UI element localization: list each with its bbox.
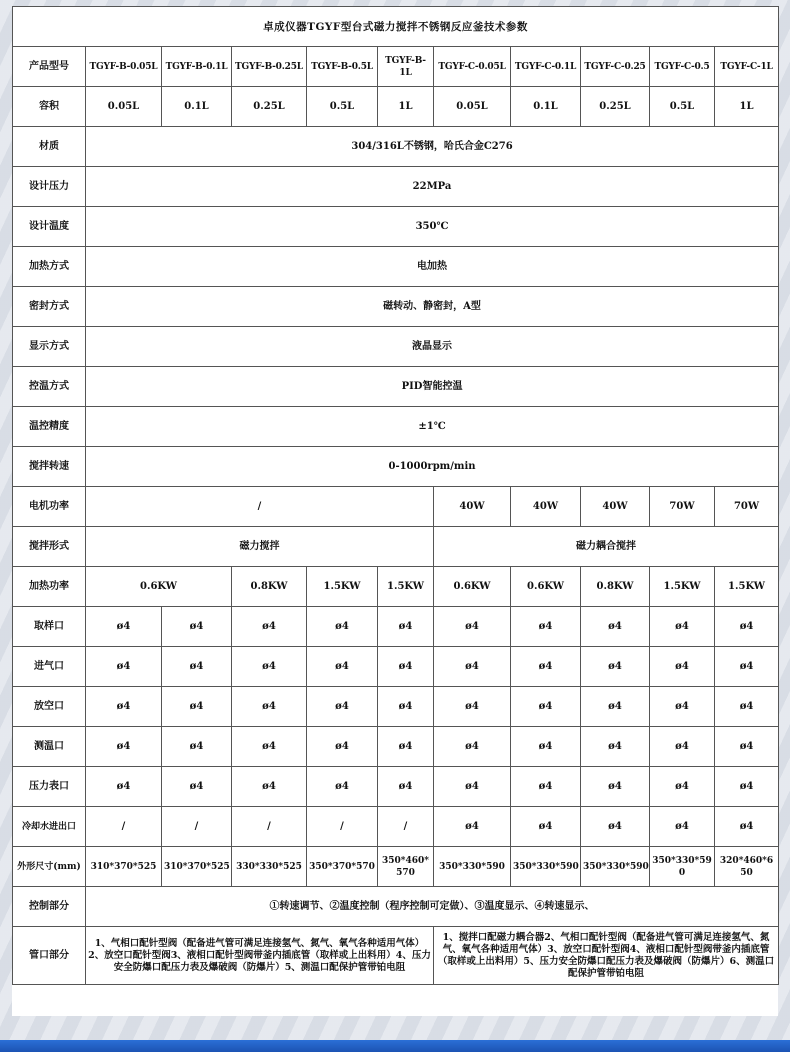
port-cell: /: [162, 807, 232, 847]
port-cell: ø4: [162, 727, 232, 767]
display-row: [13, 327, 779, 367]
table-title: 卓成仪器TGYF型台式磁力搅拌不锈钢反应釜技术参数: [13, 7, 779, 47]
motor-cell: 40W: [434, 487, 511, 527]
row-label: 测温口: [13, 727, 86, 767]
port-cell: ø4: [86, 607, 162, 647]
row-label: 控温方式: [13, 367, 86, 407]
port-cell: ø4: [162, 687, 232, 727]
motor-cell: 70W: [650, 487, 715, 527]
port-cell: ø4: [307, 727, 378, 767]
accuracy-value: ±1℃: [86, 407, 779, 447]
dimension-cell: 330*330*525: [232, 847, 307, 887]
sealing-row: [13, 287, 779, 327]
port-cell: ø4: [650, 767, 715, 807]
row-label: 容积: [13, 87, 86, 127]
port-cell: ø4: [715, 647, 779, 687]
row-label: 材质: [13, 127, 86, 167]
port-cell: ø4: [650, 727, 715, 767]
model-row: [13, 47, 779, 87]
port-cell: ø4: [86, 727, 162, 767]
dimension-cell: 350*330*590: [650, 847, 715, 887]
heat-power-cell: 0.6KW: [511, 567, 581, 607]
temp-port-row: [13, 727, 779, 767]
pipes-c-value: 1、搅拌口配磁力耦合器2、气相口配针型阀（配备进气管可满足连接氢气、氮气、氧气各种适用气体）3、放空口配针型阀4、液相口配针型阀带釜内插底管（取样或上出料用）5、压力安全防爆口配压力表及爆破阀（防爆片）6、测温口配保护管带铂电阻: [434, 927, 779, 985]
row-label: 管口部分: [13, 927, 86, 985]
stirring-c-value: 磁力耦合搅拌: [434, 527, 779, 567]
sealing-value: 磁转动、静密封，A型: [86, 287, 779, 327]
volume-row: [13, 87, 779, 127]
port-cell: ø4: [650, 807, 715, 847]
volume-cell: 0.1L: [162, 87, 232, 127]
port-cell: ø4: [715, 607, 779, 647]
model-cell: TGYF-B-1L: [378, 47, 434, 87]
port-cell: /: [307, 807, 378, 847]
port-cell: ø4: [511, 687, 581, 727]
dimension-cell: 350*330*590: [511, 847, 581, 887]
row-label: 外形尺寸(mm): [13, 847, 86, 887]
model-cell: TGYF-B-0.1L: [162, 47, 232, 87]
port-cell: ø4: [715, 687, 779, 727]
row-label: 放空口: [13, 687, 86, 727]
dimension-cell: 310*370*525: [162, 847, 232, 887]
temp-control-value: PID智能控温: [86, 367, 779, 407]
row-label: 加热方式: [13, 247, 86, 287]
volume-cell: 0.25L: [232, 87, 307, 127]
port-cell: ø4: [86, 767, 162, 807]
volume-cell: 0.1L: [511, 87, 581, 127]
row-label: 设计温度: [13, 207, 86, 247]
volume-cell: 0.05L: [434, 87, 511, 127]
spec-sheet: [12, 6, 778, 1016]
port-cell: ø4: [307, 767, 378, 807]
dimension-cell: 350*330*590: [581, 847, 650, 887]
volume-cell: 1L: [378, 87, 434, 127]
volume-cell: 0.5L: [307, 87, 378, 127]
control-row: [13, 887, 779, 927]
row-label: 显示方式: [13, 327, 86, 367]
volume-cell: 0.5L: [650, 87, 715, 127]
port-cell: ø4: [434, 767, 511, 807]
dimension-cell: 350*370*570: [307, 847, 378, 887]
model-cell: TGYF-C-0.1L: [511, 47, 581, 87]
heat-power-row: [13, 567, 779, 607]
row-label: 设计压力: [13, 167, 86, 207]
heating-value: 电加热: [86, 247, 779, 287]
heat-power-cell: 1.5KW: [307, 567, 378, 607]
port-cell: ø4: [650, 647, 715, 687]
port-cell: ø4: [715, 807, 779, 847]
gauge-port-row: [13, 767, 779, 807]
port-cell: ø4: [715, 727, 779, 767]
row-label: 电机功率: [13, 487, 86, 527]
port-cell: ø4: [162, 607, 232, 647]
bottom-bar: [0, 1040, 790, 1052]
port-cell: ø4: [232, 767, 307, 807]
temperature-value: 350℃: [86, 207, 779, 247]
port-cell: ø4: [511, 607, 581, 647]
row-label: 搅拌转速: [13, 447, 86, 487]
volume-cell: 1L: [715, 87, 779, 127]
inlet-row: [13, 647, 779, 687]
port-cell: ø4: [434, 727, 511, 767]
volume-cell: 0.25L: [581, 87, 650, 127]
volume-cell: 0.05L: [86, 87, 162, 127]
heat-power-cell: 0.6KW: [86, 567, 232, 607]
dimension-cell: 350*330*590: [434, 847, 511, 887]
heat-power-cell: 1.5KW: [378, 567, 434, 607]
speed-value: 0-1000rpm/min: [86, 447, 779, 487]
port-cell: ø4: [232, 607, 307, 647]
port-cell: ø4: [511, 727, 581, 767]
port-cell: ø4: [581, 807, 650, 847]
material-row: [13, 127, 779, 167]
port-cell: ø4: [715, 767, 779, 807]
port-cell: ø4: [434, 647, 511, 687]
model-cell: TGYF-B-0.25L: [232, 47, 307, 87]
motor-cell: 40W: [581, 487, 650, 527]
sampling-row: [13, 607, 779, 647]
title-row: [13, 7, 779, 47]
pipes-row: [13, 927, 779, 985]
model-cell: TGYF-B-0.5L: [307, 47, 378, 87]
model-cell: TGYF-C-0.5: [650, 47, 715, 87]
port-cell: ø4: [162, 647, 232, 687]
stirring-row: [13, 527, 779, 567]
heat-power-cell: 1.5KW: [715, 567, 779, 607]
dimension-cell: 320*460*650: [715, 847, 779, 887]
row-label: 压力表口: [13, 767, 86, 807]
port-cell: ø4: [232, 727, 307, 767]
port-cell: ø4: [434, 687, 511, 727]
port-cell: ø4: [307, 647, 378, 687]
row-label: 冷却水进出口: [13, 807, 86, 847]
accuracy-row: [13, 407, 779, 447]
port-cell: ø4: [511, 807, 581, 847]
port-cell: ø4: [307, 607, 378, 647]
row-label: 进气口: [13, 647, 86, 687]
port-cell: ø4: [581, 727, 650, 767]
model-cell: TGYF-C-0.25: [581, 47, 650, 87]
row-label: 控制部分: [13, 887, 86, 927]
pressure-row: [13, 167, 779, 207]
port-cell: /: [378, 807, 434, 847]
speed-row: [13, 447, 779, 487]
port-cell: ø4: [378, 767, 434, 807]
pressure-value: 22MPa: [86, 167, 779, 207]
heat-power-cell: 0.6KW: [434, 567, 511, 607]
motor-cell: 40W: [511, 487, 581, 527]
port-cell: ø4: [434, 607, 511, 647]
row-label: 产品型号: [13, 47, 86, 87]
port-cell: /: [86, 807, 162, 847]
port-cell: ø4: [650, 687, 715, 727]
port-cell: ø4: [581, 647, 650, 687]
port-cell: ø4: [650, 607, 715, 647]
temperature-row: [13, 207, 779, 247]
dimension-cell: 310*370*525: [86, 847, 162, 887]
port-cell: ø4: [434, 807, 511, 847]
port-cell: ø4: [162, 767, 232, 807]
port-cell: ø4: [378, 687, 434, 727]
row-label: 取样口: [13, 607, 86, 647]
model-cell: TGYF-C-1L: [715, 47, 779, 87]
heat-power-cell: 1.5KW: [650, 567, 715, 607]
port-cell: /: [232, 807, 307, 847]
port-cell: ø4: [86, 647, 162, 687]
vent-row: [13, 687, 779, 727]
heat-power-cell: 0.8KW: [581, 567, 650, 607]
port-cell: ø4: [378, 607, 434, 647]
port-cell: ø4: [378, 727, 434, 767]
motor-cell: 70W: [715, 487, 779, 527]
dimensions-row: [13, 847, 779, 887]
stirring-b-value: 磁力搅拌: [86, 527, 434, 567]
port-cell: ø4: [378, 647, 434, 687]
motor-b-value: /: [86, 487, 434, 527]
port-cell: ø4: [581, 767, 650, 807]
port-cell: ø4: [307, 687, 378, 727]
port-cell: ø4: [581, 607, 650, 647]
temp-control-row: [13, 367, 779, 407]
model-cell: TGYF-C-0.05L: [434, 47, 511, 87]
port-cell: ø4: [86, 687, 162, 727]
row-label: 搅拌形式: [13, 527, 86, 567]
display-value: 液晶显示: [86, 327, 779, 367]
cooling-row: [13, 807, 779, 847]
port-cell: ø4: [232, 687, 307, 727]
heating-row: [13, 247, 779, 287]
motor-row: [13, 487, 779, 527]
control-value: ①转速调节、②温度控制（程序控制可定做）、③温度显示、④转速显示、: [86, 887, 779, 927]
row-label: 加热功率: [13, 567, 86, 607]
material-value: 304/316L不锈钢，哈氏合金C276: [86, 127, 779, 167]
model-cell: TGYF-B-0.05L: [86, 47, 162, 87]
pipes-b-value: 1、气相口配针型阀（配备进气管可满足连接氢气、氮气、氧气各种适用气体）2、放空口配针型阀3、液相口配针型阀带釜内插底管（取样或上出料用）4、压力安全防爆口配压力表及爆破阀（防爆片）5、测温口配保护管带铂电阻: [86, 927, 434, 985]
row-label: 密封方式: [13, 287, 86, 327]
port-cell: ø4: [581, 687, 650, 727]
heat-power-cell: 0.8KW: [232, 567, 307, 607]
port-cell: ø4: [511, 767, 581, 807]
port-cell: ø4: [511, 647, 581, 687]
row-label: 温控精度: [13, 407, 86, 447]
spec-table: [12, 6, 779, 985]
dimension-cell: 350*460*570: [378, 847, 434, 887]
port-cell: ø4: [232, 647, 307, 687]
